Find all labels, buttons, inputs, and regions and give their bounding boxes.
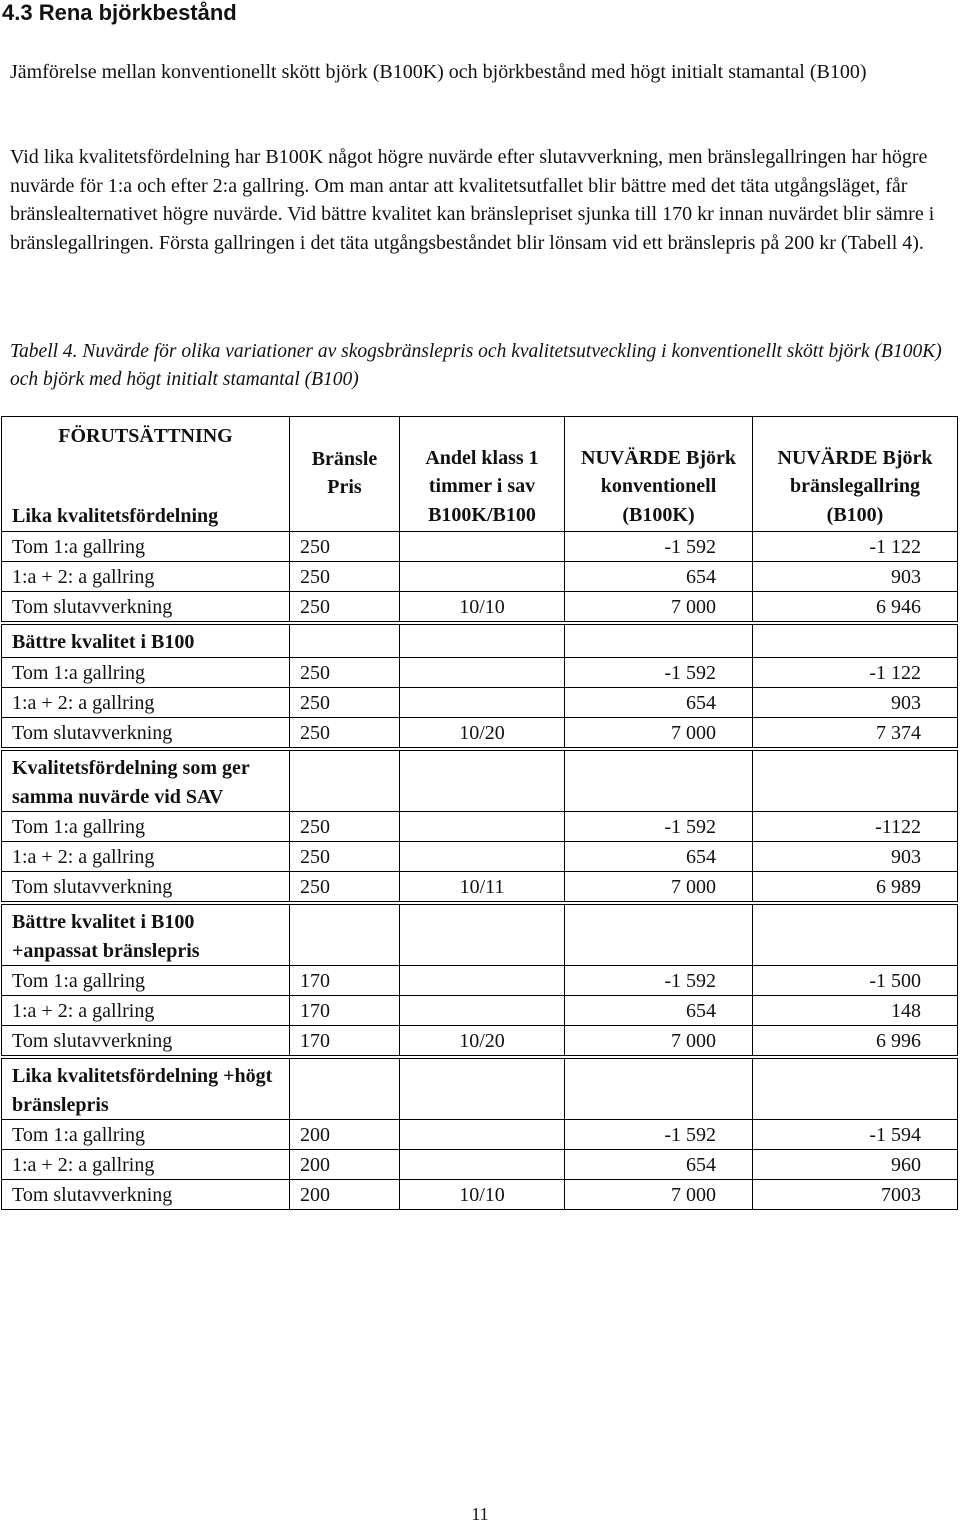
table-row bbox=[2, 966, 958, 996]
table-row bbox=[2, 688, 958, 718]
row-share bbox=[400, 658, 565, 688]
table-row bbox=[2, 718, 958, 750]
row-share bbox=[400, 1150, 565, 1180]
row-share bbox=[400, 1120, 565, 1150]
table-row bbox=[2, 812, 958, 842]
row-npv-fuel: -1122 bbox=[753, 812, 958, 842]
row-label: 1:a + 2: a gallring bbox=[2, 688, 290, 718]
intro-paragraph: Jämförelse mellan konventionellt skött björk (B100K) och björkbestånd med högt initialt stamantal (B100) bbox=[10, 61, 867, 83]
row-npv-conventional: 654 bbox=[565, 996, 753, 1026]
table-header-row bbox=[2, 417, 958, 532]
row-npv-conventional: 7 000 bbox=[565, 1180, 753, 1210]
row-share: 10/20 bbox=[400, 718, 565, 750]
table-row bbox=[2, 1120, 958, 1150]
row-price: 250 bbox=[290, 658, 400, 688]
row-share bbox=[400, 688, 565, 718]
header-conditions-title: FÖRUTSÄTTNING bbox=[58, 425, 233, 447]
table-row bbox=[2, 1150, 958, 1180]
row-npv-conventional: 7 000 bbox=[565, 718, 753, 750]
row-npv-fuel: 148 bbox=[753, 996, 958, 1026]
row-npv-conventional: 7 000 bbox=[565, 592, 753, 624]
row-label: 1:a + 2: a gallring bbox=[2, 1150, 290, 1180]
row-share: 10/20 bbox=[400, 1026, 565, 1058]
table-row bbox=[2, 1026, 958, 1058]
row-share bbox=[400, 562, 565, 592]
header-conditions-sub: Lika kvalitetsfördelning bbox=[12, 505, 219, 527]
row-npv-fuel: -1 500 bbox=[753, 966, 958, 996]
row-price: 250 bbox=[290, 688, 400, 718]
table-row bbox=[2, 872, 958, 904]
row-share: 10/10 bbox=[400, 1180, 565, 1210]
row-label: Tom slutavverkning bbox=[2, 1180, 290, 1210]
header-conditions bbox=[2, 417, 290, 532]
row-label: Tom slutavverkning bbox=[2, 718, 290, 750]
row-npv-fuel: 6 946 bbox=[753, 592, 958, 624]
row-npv-fuel: 960 bbox=[753, 1150, 958, 1180]
row-npv-fuel: 903 bbox=[753, 562, 958, 592]
row-price: 250 bbox=[290, 532, 400, 562]
table-row bbox=[2, 1180, 958, 1210]
row-label: 1:a + 2: a gallring bbox=[2, 562, 290, 592]
row-npv-fuel: 6 989 bbox=[753, 872, 958, 904]
table-row bbox=[2, 562, 958, 592]
header-npv-conventional: NUVÄRDE Björk konventionell (B100K) bbox=[565, 417, 753, 532]
row-price: 250 bbox=[290, 718, 400, 750]
row-share: 10/10 bbox=[400, 592, 565, 624]
row-npv-conventional: 654 bbox=[565, 688, 753, 718]
row-label: Tom slutavverkning bbox=[2, 592, 290, 624]
row-npv-fuel: -1 122 bbox=[753, 658, 958, 688]
row-price: 170 bbox=[290, 1026, 400, 1058]
row-share bbox=[400, 966, 565, 996]
row-npv-conventional: -1 592 bbox=[565, 812, 753, 842]
table-row bbox=[2, 592, 958, 624]
row-npv-fuel: 903 bbox=[753, 842, 958, 872]
row-price: 200 bbox=[290, 1150, 400, 1180]
row-npv-conventional: 654 bbox=[565, 1150, 753, 1180]
section-title: Kvalitetsfördelning som ger samma nuvärde vid SAV bbox=[2, 749, 290, 812]
table-row bbox=[2, 842, 958, 872]
table-row bbox=[2, 658, 958, 688]
row-npv-conventional: 654 bbox=[565, 842, 753, 872]
table-row bbox=[2, 996, 958, 1026]
row-npv-conventional: 7 000 bbox=[565, 1026, 753, 1058]
table-caption: Tabell 4. Nuvärde för olika variationer av skogsbränslepris och kvalitetsutveckling i konventionellt skött björk (B100K) och björk med högt initialt stamantal (B100) bbox=[10, 341, 942, 390]
section-row bbox=[2, 903, 958, 966]
row-npv-fuel: 7 374 bbox=[753, 718, 958, 750]
row-label: Tom 1:a gallring bbox=[2, 532, 290, 562]
npv-table bbox=[1, 416, 958, 1210]
section-row bbox=[2, 749, 958, 812]
row-npv-conventional: 654 bbox=[565, 562, 753, 592]
row-npv-conventional: -1 592 bbox=[565, 966, 753, 996]
section-row bbox=[2, 1057, 958, 1120]
row-npv-fuel: 903 bbox=[753, 688, 958, 718]
header-fuel-price: Bränsle Pris bbox=[290, 417, 400, 532]
row-npv-conventional: -1 592 bbox=[565, 1120, 753, 1150]
row-label: Tom slutavverkning bbox=[2, 1026, 290, 1058]
row-npv-fuel: -1 594 bbox=[753, 1120, 958, 1150]
table-row bbox=[2, 532, 958, 562]
row-npv-conventional: -1 592 bbox=[565, 532, 753, 562]
row-price: 250 bbox=[290, 812, 400, 842]
row-label: Tom slutavverkning bbox=[2, 872, 290, 904]
row-price: 200 bbox=[290, 1120, 400, 1150]
section-heading: 4.3 Rena björkbestånd bbox=[2, 0, 237, 25]
row-price: 250 bbox=[290, 592, 400, 624]
row-label: Tom 1:a gallring bbox=[2, 658, 290, 688]
row-price: 170 bbox=[290, 996, 400, 1026]
row-label: 1:a + 2: a gallring bbox=[2, 996, 290, 1026]
row-share bbox=[400, 996, 565, 1026]
row-price: 250 bbox=[290, 872, 400, 904]
row-npv-conventional: -1 592 bbox=[565, 658, 753, 688]
page-number: 11 bbox=[471, 1504, 489, 1524]
section-title: Bättre kvalitet i B100 bbox=[2, 623, 290, 658]
section-row bbox=[2, 623, 958, 658]
header-timber-share: Andel klass 1 timmer i sav B100K/B100 bbox=[400, 417, 565, 532]
row-share bbox=[400, 532, 565, 562]
row-npv-conventional: 7 000 bbox=[565, 872, 753, 904]
row-price: 200 bbox=[290, 1180, 400, 1210]
header-npv-fuel-thinning: NUVÄRDE Björk bränslegallring (B100) bbox=[753, 417, 958, 532]
row-share bbox=[400, 812, 565, 842]
row-price: 250 bbox=[290, 562, 400, 592]
row-npv-fuel: -1 122 bbox=[753, 532, 958, 562]
section-title: Lika kvalitetsfördelning +högt bränslepris bbox=[2, 1057, 290, 1120]
section-title: Bättre kvalitet i B100 +anpassat bränslepris bbox=[2, 903, 290, 966]
row-npv-fuel: 6 996 bbox=[753, 1026, 958, 1058]
row-price: 250 bbox=[290, 842, 400, 872]
row-label: Tom 1:a gallring bbox=[2, 812, 290, 842]
row-label: Tom 1:a gallring bbox=[2, 1120, 290, 1150]
row-price: 170 bbox=[290, 966, 400, 996]
row-label: 1:a + 2: a gallring bbox=[2, 842, 290, 872]
row-label: Tom 1:a gallring bbox=[2, 966, 290, 996]
row-npv-fuel: 7003 bbox=[753, 1180, 958, 1210]
row-share bbox=[400, 842, 565, 872]
body-paragraph: Vid lika kvalitetsfördelning har B100K något högre nuvärde efter slutavverkning, men bränslegallringen har högre nuvärde för 1:a och efter 2:a gallring. Om man antar att kvalitetsutfallet blir bättre med det täta utgångsläget, får bränslealternativet högre nuvärde. Vid bättre kvalitet kan bränslepriset sjunka till 170 kr innan nuvärdet blir sämre i bränslegallringen. Första gallringen i det täta utgångsbeståndet blir lönsam vid ett bränslepris på 200 kr (Tabell 4). bbox=[10, 146, 935, 254]
row-share: 10/11 bbox=[400, 872, 565, 904]
